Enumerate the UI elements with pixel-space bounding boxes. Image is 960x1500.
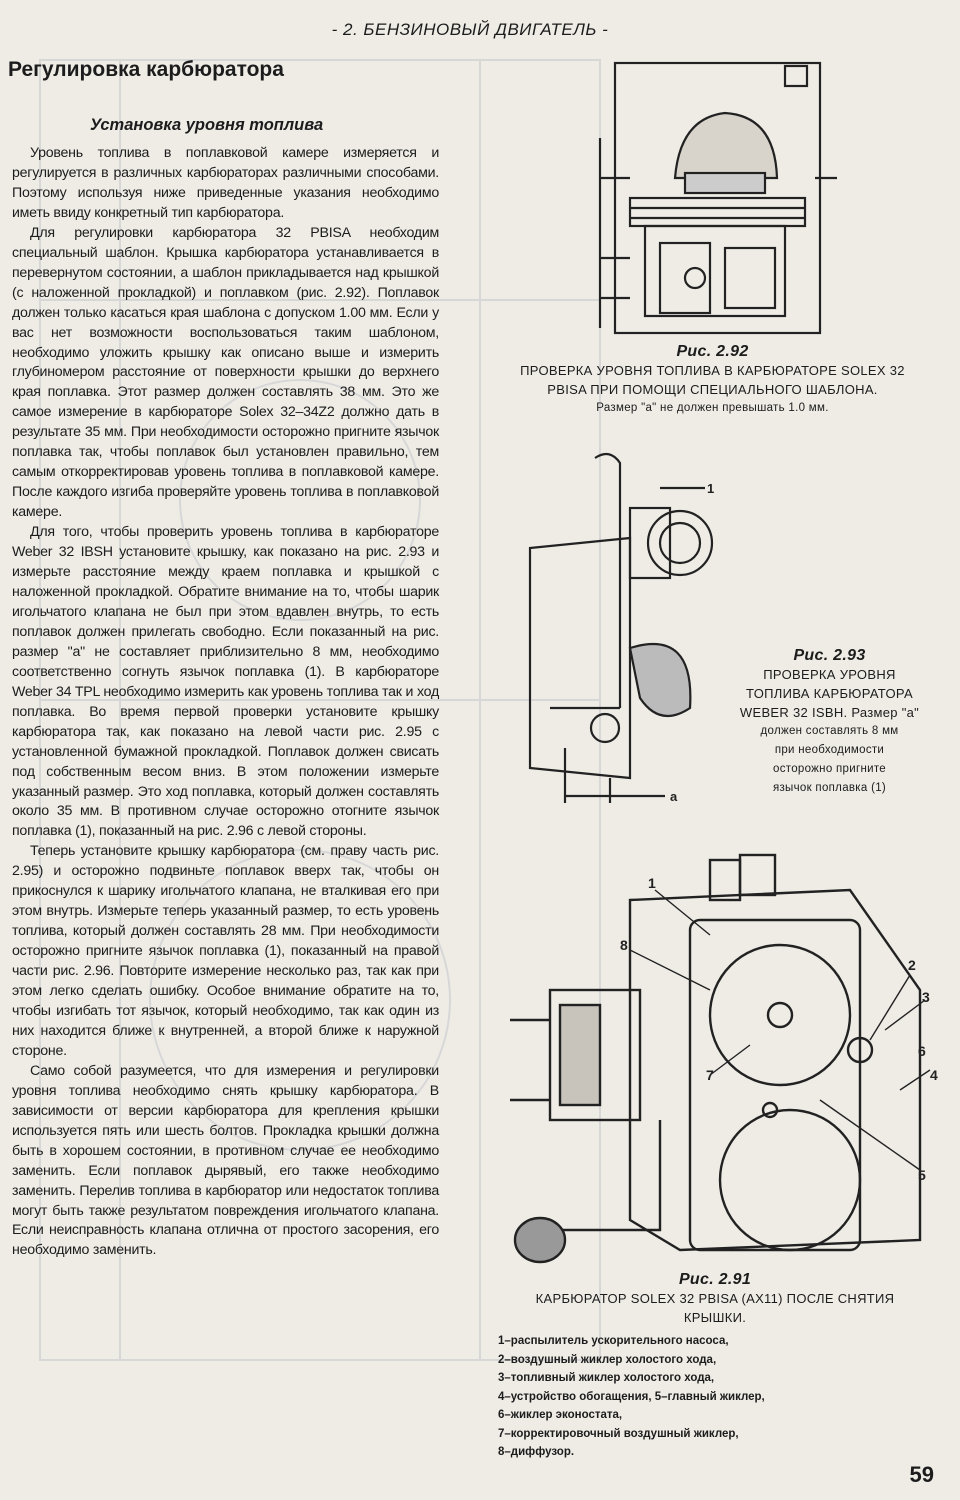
fig-2-91-legend bbox=[498, 1332, 938, 1462]
figure-title-line: КРЫШКИ. bbox=[683, 1310, 747, 1325]
callout-8: 8 bbox=[620, 937, 628, 953]
callout-1: 1 bbox=[707, 481, 715, 496]
paragraph: Уровень топлива в поплавковой камере измеряется и регулируется в различных карбюраторах различными способами. Поэтому используя ниже приведенные указания необходимо иметь ввиду конкретный тип карбюратора. bbox=[12, 145, 439, 221]
legend-item: 7–корректировочный воздушный жиклер, bbox=[498, 1427, 739, 1440]
paragraph: Теперь установите крышку карбюратора (см. праву часть рис. 2.95) и осторожно подвиньте поплавок вверх так, чтобы он прикоснулся к шарику игольчатого клапана, не вталкивая его при этом внутрь. Измерьте теперь указанный размер, то есть уровень топлива, который должен составлять 28 мм. При необходимости осторожно пригните язычок поплавка (1), показанный на правой части рис. 2.96. Повторите измерение несколько раз, так как при этом легко сделать ошибку. Особое внимание обратите на то, чтобы изгибать тот язычок, который необходимо, так как один из них находится ближе к внутренней, а второй ближе к наружной стороне. bbox=[12, 843, 439, 1059]
body-text-column bbox=[12, 144, 439, 1261]
figure-note: при необходимости bbox=[774, 744, 885, 756]
callout-2: 2 bbox=[908, 957, 916, 973]
callout-1: 1 bbox=[648, 875, 656, 891]
callout-3: 3 bbox=[922, 989, 930, 1005]
fig-2-91-carburetor-drawing bbox=[490, 840, 950, 1270]
fig-2-92-caption bbox=[490, 342, 935, 418]
legend-item: 1–распылитель ускорительного насоса, bbox=[498, 1335, 729, 1347]
fig-2-93-float-level-drawing bbox=[510, 448, 725, 808]
fig-2-93-caption bbox=[722, 646, 937, 798]
legend-item: 6–жиклер эконостата, bbox=[498, 1409, 623, 1421]
callout-4: 4 bbox=[930, 1067, 938, 1083]
paragraph: Само собой разумеется, что для измерения и регулировки уровня топлива необходимо снять крышку карбюратора. В зависимости от версии карбюратора для крепления крышки используется пять или шесть болтов. Прокладка крышки должна быть в хорошем состоянии, в противном случае ее необходимо заменить. Если поплавок дырявый, его также необходимо заменить. Перелив топлива в карбюратор или недостаток топлива могут быть также результатом повреждения игольчатого клапана. Если неисправность клапана отлична от простого засорения, его необходимо заменить. bbox=[12, 1062, 439, 1259]
figure-title-line: ПРОВЕРКА УРОВНЯ bbox=[763, 667, 896, 682]
figure-number: Рис. 2.91 bbox=[678, 1271, 752, 1288]
paragraph: Для того, чтобы проверить уровень топлива в карбюраторе Weber 32 IBSH установите крышку, как показано на рис. 2.93 и измерьте расстояние между краем поплавка и крышкой с наложенной прокладкой. Обратите внимание на то, чтобы шарик игольчатого клапана не был при этом вдавлен внутрь, то есть поплавок должен прилегать свободно. Если показанный на рис. размер "a" не составляет приблизительно 8 мм, необходимо соответственно согнуть язычок поплавка (1). В карбюраторе Weber 34 TPL необходимо измерить как уровень топлива так и ход поплавка. Во время первой проверки установите крышку карбюратора так, как показано на левой части рис. 2.95 с установленной бумажной прокладкой. Поплавок должен свисать под собственным весом вниз. В этом положении измерьте указанный размер. Это ход поплавка, который должен составлять около 35 мм. В противном случае осторожно отогните язычок поплавка (1), показанный на рис. 2.96 с левой стороны. bbox=[12, 524, 439, 840]
figure-title-line: КАРБЮРАТОР SOLEX 32 PBISA (AX11) ПОСЛЕ СНЯТИЯ bbox=[535, 1291, 895, 1306]
callout-5: 5 bbox=[918, 1167, 926, 1183]
dimension-a: a bbox=[670, 789, 678, 804]
figure-title-line: ПРОВЕРКА УРОВНЯ ТОПЛИВА В КАРБЮРАТОРЕ SOLEX 32 bbox=[520, 363, 905, 378]
legend-item: 8–диффузор. bbox=[498, 1446, 575, 1458]
legend-item: 3–топливный жиклер холостого хода, bbox=[498, 1372, 715, 1384]
figure-number: Рис. 2.93 bbox=[793, 647, 866, 664]
figure-title-line: ТОПЛИВА КАРБЮРАТОРА bbox=[746, 686, 913, 701]
legend-item: 2–воздушный жиклер холостого хода, bbox=[498, 1353, 717, 1366]
fig-2-92-carburetor-template-drawing bbox=[585, 58, 840, 343]
callout-7: 7 bbox=[706, 1067, 714, 1083]
figure-number: Рис. 2.92 bbox=[676, 343, 749, 360]
figure-note: должен составлять 8 мм bbox=[760, 725, 899, 737]
subsection-title: Установка уровня топлива bbox=[90, 116, 324, 134]
paragraph: Для регулировки карбюратора 32 PBISA необходим специальный шаблон. Крышка карбюратора устанавливается в перевернутом состоянии, а шаблон прикладывается над крышкой (с наложенной прокладкой) и поплавком (рис. 2.92). Поплавок должен только касаться края шаблона с допуском 1.00 мм. Если у вас нет возможности воспользоваться таким шаблоном, необходимо уложить крышку как описано выше и измерить глубиномером расстояние от поверхности крышки до верхнего края поплавка. Этот размер должен составлять 38 мм. Это же самое измерение в карбюраторе Solex 32–34Z2 должно дать в результате 35 мм. При необходимости осторожно пригните язычок поплавка так, чтобы поплавок был установлен правильно, тем самым откорректировав уровень топлива в поплавковой камере. После каждого изгиба проверяйте уровень топлива в поплавковой камере. bbox=[12, 224, 439, 521]
figure-note: язычок поплавка (1) bbox=[772, 782, 887, 794]
fig-2-91-caption bbox=[495, 1270, 935, 1327]
callout-6: 6 bbox=[918, 1043, 926, 1059]
figure-note: Размер "a" не должен превышать 1.0 мм. bbox=[596, 402, 829, 414]
section-title: Регулировка карбюратора bbox=[8, 58, 284, 81]
figure-note: осторожно пригните bbox=[773, 763, 886, 775]
running-head: - 2. БЕНЗИНОВЫЙ ДВИГАТЕЛЬ - bbox=[331, 20, 609, 39]
figure-title-line: PBISA ПРИ ПОМОЩИ СПЕЦИАЛЬНОГО ШАБЛОНА. bbox=[547, 382, 878, 397]
figure-title-line: WEBER 32 ISBH. Размер "a" bbox=[739, 705, 920, 720]
legend-item: 4–устройство обогащения, 5–главный жиклер, bbox=[498, 1390, 765, 1403]
page-number: 59 bbox=[909, 1462, 934, 1487]
